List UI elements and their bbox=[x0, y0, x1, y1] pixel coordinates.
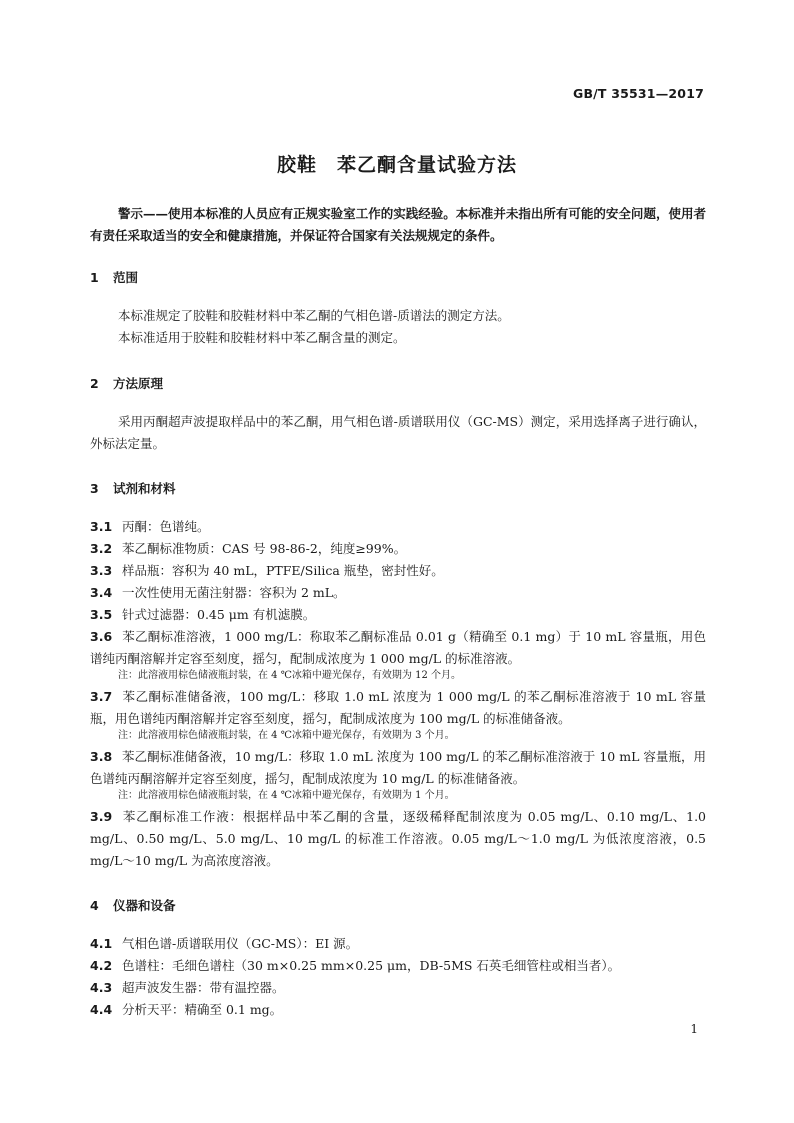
note: 注：此溶液用棕色储液瓶封装，在 4 ℃冰箱中避光保存，有效期为 1 个月。 bbox=[118, 790, 455, 801]
section-heading-1 bbox=[90, 268, 138, 286]
document-title: 胶鞋 苯乙酮含量试验方法 bbox=[276, 154, 517, 176]
clause-text: 超声波发生器：带有温控器。 bbox=[122, 980, 285, 995]
section-title: 试剂和材料 bbox=[113, 481, 176, 496]
clause-text: 苯乙酮标准溶液，1 000 mg/L：称取苯乙酮标准品 0.01 g（精确至 0.1 mg）于 10 mL 容量瓶，用色谱纯丙酮溶解并定容至刻度，摇匀，配制成浓度为 1 000 mg/L 的标准溶液。 bbox=[90, 629, 706, 666]
clause-3-6 bbox=[90, 626, 706, 670]
clause-3-9 bbox=[90, 806, 706, 872]
clause-3-4 bbox=[90, 582, 706, 604]
clause-number: 3.6 bbox=[90, 629, 113, 644]
clause-3-2 bbox=[90, 538, 706, 560]
section-number: 3 bbox=[90, 481, 99, 496]
clause-3-1 bbox=[90, 516, 706, 538]
warning-paragraph: 警示——使用本标准的人员应有正规实验室工作的实践经验。本标准并未指出所有可能的安全问题，使用者有责任采取适当的安全和健康措施，并保证符合国家有关法规规定的条件。 bbox=[90, 206, 706, 243]
clause-text: 苯乙酮标准储备液，100 mg/L：移取 1.0 mL 浓度为 1 000 mg/L 的苯乙酮标准溶液于 10 mL 容量瓶，用色谱纯丙酮溶解并定容至刻度，摇匀，配制成浓度为 100 mg/L 的标准储备液。 bbox=[90, 689, 706, 726]
section-heading-3 bbox=[90, 479, 176, 497]
clause-4-1 bbox=[90, 933, 706, 955]
section-title: 方法原理 bbox=[113, 376, 164, 391]
clause-text: 色谱柱：毛细色谱柱（30 m×0.25 mm×0.25 μm，DB-5MS 石英毛细管柱或相当者）。 bbox=[122, 958, 621, 973]
clause-text: 一次性使用无菌注射器：容积为 2 mL。 bbox=[122, 585, 346, 600]
clause-3-7 bbox=[90, 686, 706, 730]
clause-text: 气相色谱-质谱联用仪（GC-MS）：EI 源。 bbox=[122, 936, 359, 951]
clause-4-4 bbox=[90, 999, 706, 1021]
clause-number: 4.1 bbox=[90, 936, 113, 951]
clause-number: 3.7 bbox=[90, 689, 113, 704]
standard-code: GB/T 35531—2017 bbox=[572, 86, 704, 101]
clause-text: 针式过滤器：0.45 μm 有机滤膜。 bbox=[122, 607, 316, 622]
clause-3-5 bbox=[90, 604, 706, 626]
clause-number: 3.9 bbox=[90, 809, 113, 824]
clause-text: 苯乙酮标准工作液：根据样品中苯乙酮的含量，逐级稀释配制浓度为 0.05 mg/L、0.10 mg/L、1.0 mg/L、0.50 mg/L、5.0 mg/L、10 mg/L 的标准工作溶液。0.05 mg/L～1.0 mg/L 为低浓度溶液，0.5 mg/L～10 mg/L 为高浓度溶液。 bbox=[90, 809, 706, 868]
clause-number: 3.8 bbox=[90, 749, 113, 764]
note: 注：此溶液用棕色储液瓶封装，在 4 ℃冰箱中避光保存，有效期为 12 个月。 bbox=[118, 670, 461, 681]
paragraph: 本标准适用于胶鞋和胶鞋材料中苯乙酮含量的测定。 bbox=[118, 330, 406, 345]
clause-text: 苯乙酮标准储备液，10 mg/L：移取 1.0 mL 浓度为 100 mg/L 的苯乙酮标准溶液于 10 mL 容量瓶，用色谱纯丙酮溶解并定容至刻度，摇匀，配制成浓度为 10 mg/L 的标准储备液。 bbox=[90, 749, 706, 786]
clause-3-3 bbox=[90, 560, 706, 582]
page-number: 1 bbox=[690, 1022, 698, 1036]
clause-number: 3.4 bbox=[90, 585, 113, 600]
clause-4-2 bbox=[90, 955, 706, 977]
clause-number: 4.4 bbox=[90, 1002, 113, 1017]
section-title: 范围 bbox=[113, 270, 139, 285]
clause-text: 丙酮：色谱纯。 bbox=[122, 519, 210, 534]
section-number: 4 bbox=[90, 898, 99, 913]
section-heading-2 bbox=[90, 374, 163, 392]
paragraph: 本标准规定了胶鞋和胶鞋材料中苯乙酮的气相色谱-质谱法的测定方法。 bbox=[118, 308, 510, 323]
clause-4-3 bbox=[90, 977, 706, 999]
section-number: 2 bbox=[90, 376, 99, 391]
clause-number: 4.2 bbox=[90, 958, 113, 973]
clause-text: 样品瓶：容积为 40 mL，PTFE/Silica 瓶垫，密封性好。 bbox=[122, 563, 444, 578]
clause-number: 3.1 bbox=[90, 519, 113, 534]
clause-3-8 bbox=[90, 746, 706, 790]
section-title: 仪器和设备 bbox=[113, 898, 176, 913]
clause-text: 苯乙酮标准物质：CAS 号 98-86-2，纯度≥99%。 bbox=[122, 541, 407, 556]
paragraph: 采用丙酮超声波提取样品中的苯乙酮，用气相色谱-质谱联用仪（GC-MS）测定，采用选择离子进行确认，外标法定量。 bbox=[90, 414, 706, 451]
clause-number: 3.5 bbox=[90, 607, 113, 622]
section-heading-4 bbox=[90, 896, 176, 914]
note: 注：此溶液用棕色储液瓶封装，在 4 ℃冰箱中避光保存，有效期为 3 个月。 bbox=[118, 730, 455, 741]
clause-number: 3.3 bbox=[90, 563, 113, 578]
clause-text: 分析天平：精确至 0.1 mg。 bbox=[122, 1002, 283, 1017]
clause-number: 4.3 bbox=[90, 980, 113, 995]
clause-number: 3.2 bbox=[90, 541, 113, 556]
section-number: 1 bbox=[90, 270, 99, 285]
